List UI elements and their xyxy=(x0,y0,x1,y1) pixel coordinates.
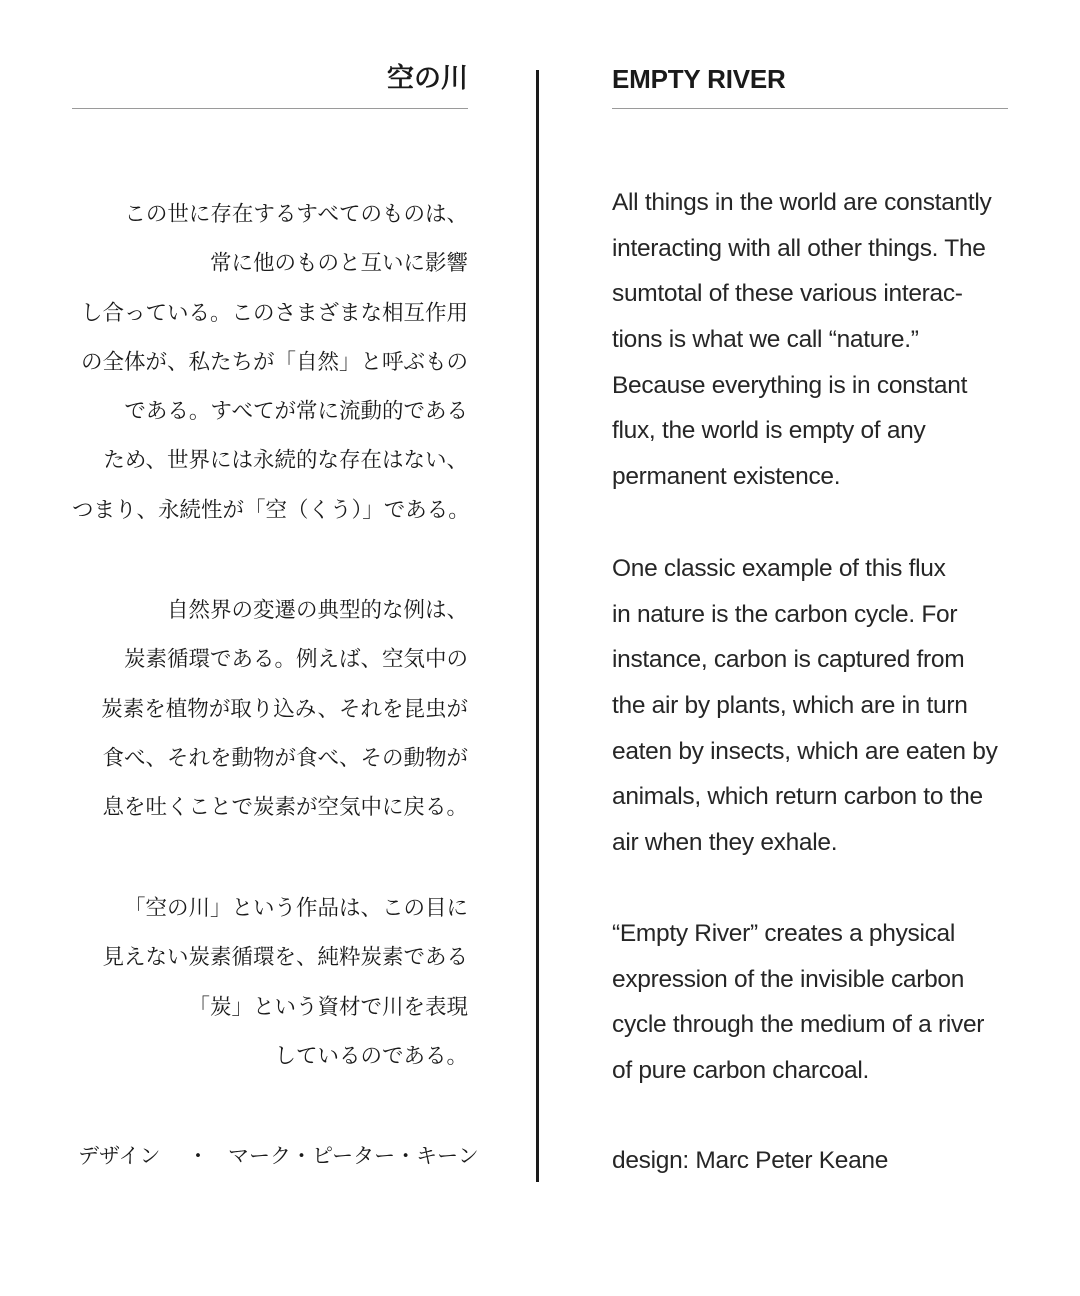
english-paragraph-2 xyxy=(612,546,1012,866)
text-line: eaten by insects, which are eaten by xyxy=(612,737,998,765)
text-line: Because everything is in constant xyxy=(612,371,968,399)
text-line: animals, which return carbon to the xyxy=(612,783,983,811)
text-line: この世に存在するすべてのものは、 xyxy=(124,202,468,227)
text-line: “Empty River” creates a physical xyxy=(612,920,956,947)
text-line: 常に他のものと互いに影響 xyxy=(209,251,468,277)
text-line: しているのである。 xyxy=(274,1043,468,1069)
text-line: air when they exhale. xyxy=(612,829,838,857)
text-line: つまり、永続性が「空（くう）」である。 xyxy=(72,497,470,523)
text-line: of pure carbon charcoal. xyxy=(612,1057,870,1085)
text-line: flux, the world is empty of any xyxy=(612,417,926,445)
english-paragraph-1 xyxy=(612,180,1012,500)
text-line: 炭素循環である。例えば、空気中の xyxy=(123,647,468,673)
credit-label: デザイン xyxy=(78,1144,161,1168)
text-line: All things in the world are constantly xyxy=(612,189,992,216)
english-column xyxy=(612,58,1008,1174)
credit-separator: ・ xyxy=(187,1144,209,1168)
japanese-title: 空の川 xyxy=(387,63,468,94)
japanese-column xyxy=(72,58,479,1168)
text-line: cycle through the medium of a river xyxy=(612,1011,985,1039)
text-line: 「空の川」という作品は、この目に xyxy=(123,896,468,921)
text-line: し合っている。このさまざまな相互作用 xyxy=(80,300,468,326)
text-line: tions is what we call “nature.” xyxy=(612,326,919,354)
text-line: 息を吐くことで炭素が空気中に戻る。 xyxy=(102,795,468,821)
text-line: 見えない炭素循環を、純粋炭素である xyxy=(102,945,468,971)
japanese-paragraph-1 xyxy=(72,190,468,535)
english-credit: design: Marc Peter Keane xyxy=(612,1147,889,1174)
english-title-rule xyxy=(612,108,1008,109)
english-title: EMPTY RIVER xyxy=(612,64,786,94)
text-line: interacting with all other things. The xyxy=(612,234,986,262)
japanese-credit xyxy=(78,1134,479,1178)
text-line: 「炭」という資材で川を表現 xyxy=(188,994,468,1020)
text-line: sumtotal of these various interac- xyxy=(612,280,963,308)
text-line: 炭素を植物が取り込み、それを昆虫が xyxy=(101,696,468,722)
column-divider xyxy=(536,70,539,1182)
japanese-title-rule xyxy=(72,108,468,109)
english-paragraph-3 xyxy=(612,911,1012,1094)
text-line: の全体が、私たちが「自然」と呼ぶもの xyxy=(80,349,468,375)
text-line: 食べ、それを動物が食べ、その動物が xyxy=(102,745,468,771)
text-line: One classic example of this flux xyxy=(612,555,946,582)
japanese-paragraph-3 xyxy=(72,884,468,1081)
text-line: the air by plants, which are in turn xyxy=(612,692,968,720)
text-line: in nature is the carbon cycle. For xyxy=(612,600,958,628)
japanese-paragraph-2 xyxy=(72,586,468,832)
text-line: 自然界の変遷の典型的な例は、 xyxy=(166,598,468,623)
credit-name: マーク・ピーター・キーン xyxy=(228,1144,479,1168)
text-line: permanent existence. xyxy=(612,463,841,491)
text-line: ため、世界には永続的な存在はない、 xyxy=(103,448,468,474)
text-line: expression of the invisible carbon xyxy=(612,965,965,993)
text-line: instance, carbon is captured from xyxy=(612,646,965,674)
text-line: である。すべてが常に流動的である xyxy=(124,399,468,425)
